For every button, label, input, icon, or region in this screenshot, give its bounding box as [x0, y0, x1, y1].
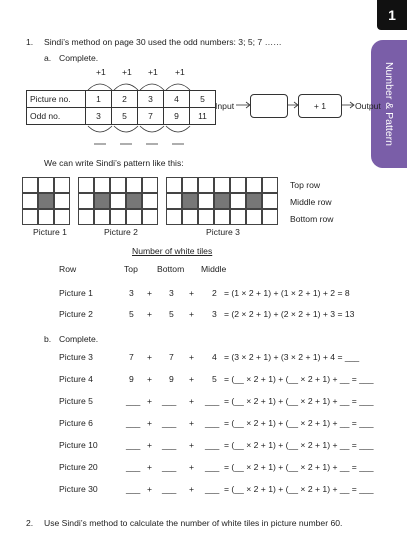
- plus-sign: +: [147, 440, 153, 450]
- exercise-row: [0, 374, 374, 386]
- row-picture: Picture 1: [59, 288, 93, 298]
- blank-middle: ___: [205, 440, 220, 450]
- table-cell: 7: [138, 108, 164, 125]
- exercise-row: [0, 484, 374, 496]
- tiles-heading: Number of white tiles: [132, 246, 213, 256]
- blank-bottom: ___: [162, 484, 177, 494]
- tile-picture-3: [166, 177, 278, 225]
- table-cell: 3: [86, 108, 112, 125]
- plus-sign: +: [147, 484, 153, 494]
- plus-sign: +: [147, 374, 153, 384]
- plus-sign: +: [147, 396, 153, 406]
- exercise-row: [0, 462, 374, 474]
- row-name-middle: Middle row: [290, 197, 332, 207]
- q1a-text: Complete.: [59, 53, 99, 63]
- row-bottom: 7: [169, 352, 174, 362]
- side-tab-label: Number & Pattern: [383, 61, 395, 147]
- plus-sign: +: [189, 396, 195, 406]
- q2-number: 2.: [26, 518, 34, 528]
- row-picture: Picture 3: [59, 352, 93, 362]
- q1a-label: a.: [44, 53, 52, 63]
- row-equation: = (__ × 2 + 1) + (__ × 2 + 1) + __ = ___: [224, 484, 374, 494]
- plus-sign: +: [147, 352, 153, 362]
- table-cell: 4: [164, 91, 190, 108]
- row-equation: = (__ × 2 + 1) + (__ × 2 + 1) + __ = ___: [224, 418, 374, 428]
- blank-middle: ___: [205, 396, 220, 406]
- plus-sign: +: [189, 484, 195, 494]
- odd-no-label: Odd no.: [27, 108, 86, 125]
- tile-caption: Picture 2: [104, 227, 138, 237]
- blank-top: ___: [126, 418, 141, 428]
- row-picture: Picture 2: [59, 309, 93, 319]
- row-bottom: 3: [169, 288, 174, 298]
- flow-input-label: Input: [215, 101, 235, 111]
- plus-sign: +: [147, 288, 153, 298]
- plus-sign: +: [147, 309, 153, 319]
- row-name-top: Top row: [290, 180, 321, 190]
- table-cell: 9: [164, 108, 190, 125]
- plus-sign: +: [189, 462, 195, 472]
- row-name-bottom: Bottom row: [290, 214, 334, 224]
- table-cell: 5: [112, 108, 138, 125]
- row-middle: 5: [212, 374, 217, 384]
- pattern-text: We can write Sindi’s pattern like this:: [44, 158, 184, 168]
- row-equation: = (__ × 2 + 1) + (__ × 2 + 1) + __ = ___: [224, 396, 374, 406]
- row-equation: = (__ × 2 + 1) + (__ × 2 + 1) + __ = ___: [224, 374, 374, 384]
- row-equation: = (1 × 2 + 1) + (1 × 2 + 1) + 2 = 8: [224, 288, 350, 298]
- row-middle: 2: [212, 288, 217, 298]
- header-bottom: Bottom: [157, 264, 185, 274]
- worked-row: [0, 288, 360, 300]
- picture-no-label: Picture no.: [27, 91, 86, 108]
- row-equation: = (__ × 2 + 1) + (__ × 2 + 1) + __ = ___: [224, 440, 374, 450]
- plus-one-label: +1: [148, 67, 158, 77]
- row-bottom: 5: [169, 309, 174, 319]
- exercise-row: [0, 440, 374, 452]
- tile-picture-2: [78, 177, 158, 225]
- row-picture: Picture 6: [59, 418, 93, 428]
- row-picture: Picture 4: [59, 374, 93, 384]
- row-picture: Picture 30: [59, 484, 98, 494]
- table-cell: 5: [190, 91, 216, 108]
- row-top: 3: [129, 288, 134, 298]
- table-cell: 2: [112, 91, 138, 108]
- page-number: 1: [377, 0, 407, 30]
- flow-arrows: [236, 100, 356, 112]
- plus-sign: +: [189, 352, 195, 362]
- blank-top: ___: [126, 484, 141, 494]
- row-top: 7: [129, 352, 134, 362]
- plus-sign: +: [147, 462, 153, 472]
- plus-sign: +: [147, 418, 153, 428]
- sequence-table: [26, 90, 216, 125]
- blank-bottom: ___: [162, 440, 177, 450]
- table-cell: 1: [86, 91, 112, 108]
- q1b-label: b.: [44, 334, 52, 344]
- q2-text: Use Sindi’s method to calculate the number of white tiles in picture number 60.: [44, 518, 343, 528]
- exercise-row: [0, 396, 374, 408]
- exercise-row: [0, 418, 374, 430]
- header-row: Row: [59, 264, 77, 274]
- plus-one-label: +1: [122, 67, 132, 77]
- worked-row: [0, 309, 360, 321]
- q1b-text: Complete.: [59, 334, 99, 344]
- row-equation: = (2 × 2 + 1) + (2 × 2 + 1) + 3 = 13: [224, 309, 355, 319]
- table-cell: 11: [190, 108, 216, 125]
- row-middle: 4: [212, 352, 217, 362]
- tile-picture-1: [22, 177, 70, 225]
- plus-sign: +: [189, 374, 195, 384]
- blank-answer-lines: [80, 124, 210, 146]
- q1-number: 1.: [26, 37, 34, 47]
- blank-bottom: ___: [162, 418, 177, 428]
- blank-top: ___: [126, 440, 141, 450]
- plus-sign: +: [189, 309, 195, 319]
- row-bottom: 9: [169, 374, 174, 384]
- plus-one-label: +1: [96, 67, 106, 77]
- flow-output-label: Output: [355, 101, 381, 111]
- plus-sign: +: [189, 418, 195, 428]
- blank-middle: ___: [205, 484, 220, 494]
- blank-top: ___: [126, 396, 141, 406]
- row-picture: Picture 5: [59, 396, 93, 406]
- blank-bottom: ___: [162, 396, 177, 406]
- row-equation: = (3 × 2 + 1) + (3 × 2 + 1) + 4 = ___: [224, 352, 360, 362]
- plus-one-label: +1: [175, 67, 185, 77]
- blank-top: ___: [126, 462, 141, 472]
- row-top: 5: [129, 309, 134, 319]
- row-picture: Picture 20: [59, 462, 98, 472]
- flow-op-label: + 1: [313, 101, 327, 111]
- q1-text: Sindi’s method on page 30 used the odd numbers: 3; 5; 7 ……: [44, 37, 282, 47]
- blank-middle: ___: [205, 462, 220, 472]
- row-picture: Picture 10: [59, 440, 98, 450]
- header-top: Top: [124, 264, 138, 274]
- row-middle: 3: [212, 309, 217, 319]
- row-top: 9: [129, 374, 134, 384]
- blank-bottom: ___: [162, 462, 177, 472]
- header-middle: Middle: [201, 264, 227, 274]
- tile-caption: Picture 1: [33, 227, 67, 237]
- blank-middle: ___: [205, 418, 220, 428]
- row-equation: = (__ × 2 + 1) + (__ × 2 + 1) + __ = ___: [224, 462, 374, 472]
- plus-sign: +: [189, 440, 195, 450]
- tile-caption: Picture 3: [206, 227, 240, 237]
- exercise-row: [0, 352, 360, 364]
- plus-sign: +: [189, 288, 195, 298]
- table-cell: 3: [138, 91, 164, 108]
